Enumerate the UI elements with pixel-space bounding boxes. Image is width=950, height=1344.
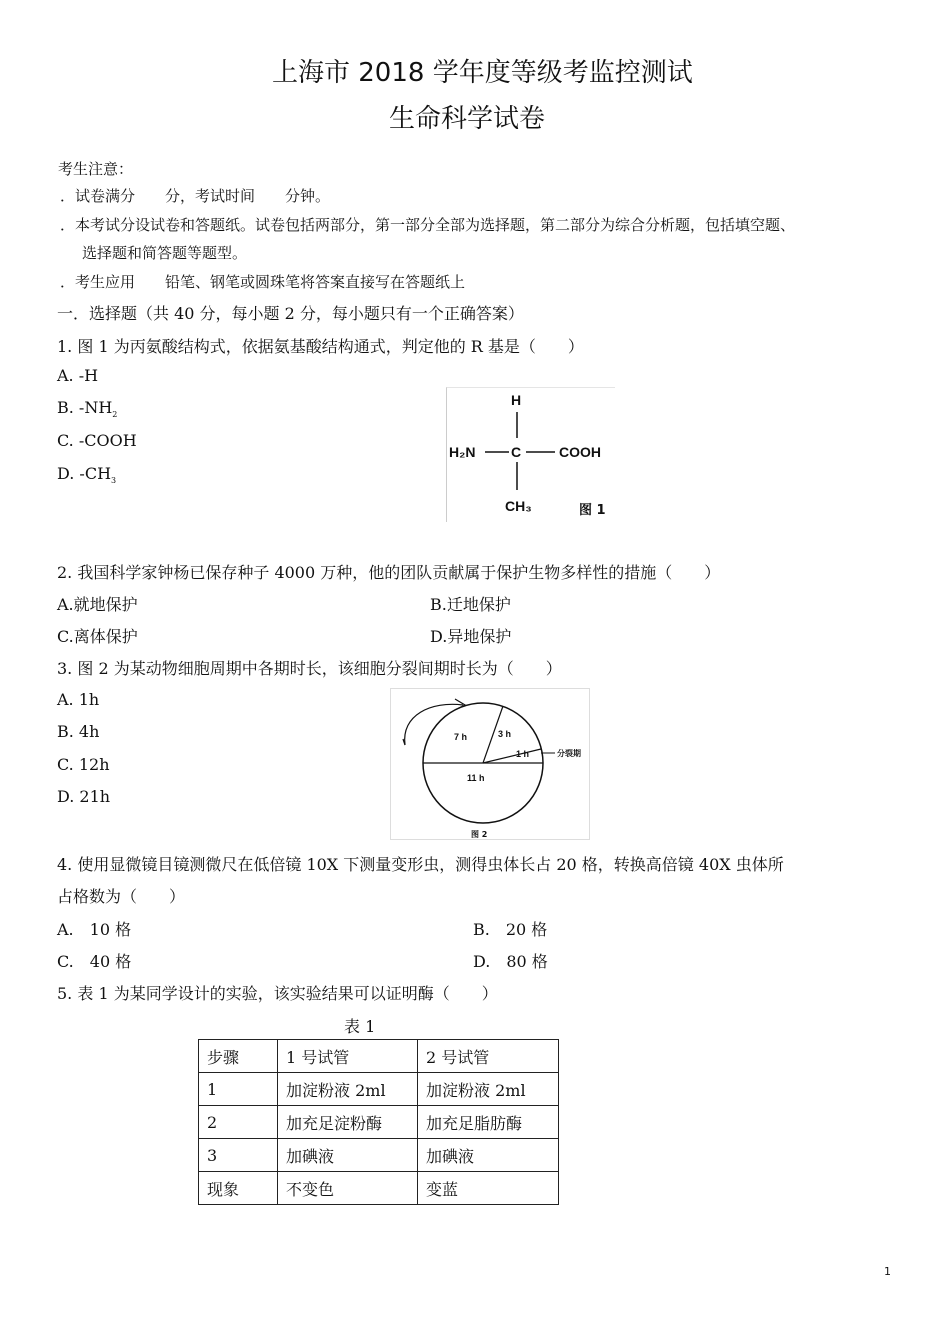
atom-h-top: H <box>511 392 522 408</box>
notice-item: ．试卷满分 分，考试时间 分钟。 <box>60 187 331 205</box>
cell-cycle-diagram <box>391 689 589 839</box>
table-row <box>199 1073 559 1106</box>
q4-option-c: C. 40 格 <box>57 952 132 971</box>
table-row <box>199 1139 559 1172</box>
label-11h: 11 h <box>467 773 485 783</box>
table-row <box>199 1106 559 1139</box>
table-cell: 加淀粉液 2ml <box>278 1073 418 1106</box>
q1-option-c: C. -COOH <box>57 431 137 450</box>
question-4-stem: 4. 使用显微镜目镜测微尺在低倍镜 10X 下测量变形虫，测得虫体长占 20 格，转换高倍镜 40X 虫体所 <box>57 855 784 874</box>
table-cell: 加碘液 <box>278 1139 418 1172</box>
figure-2-caption: 图 2 <box>471 830 488 839</box>
subscript: 2 <box>112 410 118 420</box>
figure-2-cell-cycle <box>390 688 590 840</box>
question-3-stem: 3. 图 2 为某动物细胞周期中各期时长，该细胞分裂间期时长为（ ） <box>57 659 562 678</box>
figure-1-alanine <box>446 387 615 522</box>
table-cell: 加碘液 <box>418 1139 559 1172</box>
q4-option-b: B. 20 格 <box>473 920 548 939</box>
table-cell: 1 号试管 <box>278 1040 418 1073</box>
table-cell: 2 <box>199 1106 278 1139</box>
atom-c-center: C <box>511 444 522 460</box>
table-cell: 现象 <box>199 1172 278 1205</box>
notice-item: ．考生应用 铅笔、钢笔或圆珠笔将答案直接写在答题纸上 <box>60 273 466 291</box>
q3-option-b: B. 4h <box>57 722 100 741</box>
label-3h: 3 h <box>498 729 512 739</box>
label-mitosis-phase: 分裂期 <box>557 749 581 758</box>
label-1h: 1 h <box>516 749 530 759</box>
group-amino: H₂N <box>449 444 476 460</box>
page-number: 1 <box>884 1265 891 1278</box>
table-1-title: 表 1 <box>344 1017 376 1036</box>
q1-option-d: D. $-CH_3$ <box>57 464 117 486</box>
exam-title: 上海市 2018 学年度等级考监控测试 <box>272 58 693 88</box>
table-cell: 2 号试管 <box>418 1040 559 1073</box>
figure-1-caption: 图 1 <box>579 503 606 518</box>
q2-option-b: B.迁地保护 <box>430 595 511 614</box>
q3-option-a: A. 1h <box>57 690 100 709</box>
table-cell: 加淀粉液 2ml <box>418 1073 559 1106</box>
label-7h: 7 h <box>454 732 468 742</box>
q1-option-a: A. -H <box>57 366 99 385</box>
group-carboxyl: COOH <box>559 444 601 460</box>
question-2-stem: 2. 我国科学家钟杨已保存种子 4000 万种，他的团队贡献属于保护生物多样性的措施（ ） <box>57 563 721 582</box>
q1-option-b: B. $-NH_2$ <box>57 398 118 420</box>
table-cell: 1 <box>199 1073 278 1106</box>
table-1 <box>198 1039 559 1205</box>
table-row <box>199 1172 559 1205</box>
question-5-stem: 5. 表 1 为某同学设计的实验，该实验结果可以证明酶（ ） <box>57 984 498 1003</box>
table-cell: 加充足淀粉酶 <box>278 1106 418 1139</box>
q2-option-c: C.离体保护 <box>57 627 138 646</box>
section-heading: 一．选择题（共 40 分，每小题 2 分，每小题只有一个正确答案） <box>57 304 524 323</box>
q4-option-a: A. 10 格 <box>57 920 132 939</box>
table-cell: 3 <box>199 1139 278 1172</box>
table-cell: 变蓝 <box>418 1172 559 1205</box>
table-cell: 加充足脂肪酶 <box>418 1106 559 1139</box>
table-row <box>199 1040 559 1073</box>
group-methyl: CH₃ <box>505 498 532 514</box>
q3-option-d: D. 21h <box>57 787 111 806</box>
table-cell: 步骤 <box>199 1040 278 1073</box>
notice-item: ．本考试分设试卷和答题纸。试卷包括两部分，第一部分全部为选择题，第二部分为综合分析题，包括填空题、 <box>60 216 796 234</box>
notice-item: 选择题和简答题等题型。 <box>82 244 248 262</box>
q4-option-d: D. 80 格 <box>473 952 548 971</box>
q2-option-a: A.就地保护 <box>57 595 138 614</box>
notice-heading: 考生注意： <box>58 160 134 178</box>
table-cell: 不变色 <box>278 1172 418 1205</box>
exam-subtitle: 生命科学试卷 <box>389 104 546 134</box>
q2-option-d: D.异地保护 <box>430 627 512 646</box>
subscript: 3 <box>111 476 117 486</box>
question-4-stem-cont: 占格数为（ ） <box>57 887 186 906</box>
question-1-stem: 1. 图 1 为丙氨酸结构式，依据氨基酸结构通式，判定他的 R 基是（ ） <box>57 337 584 356</box>
q3-option-c: C. 12h <box>57 755 110 774</box>
